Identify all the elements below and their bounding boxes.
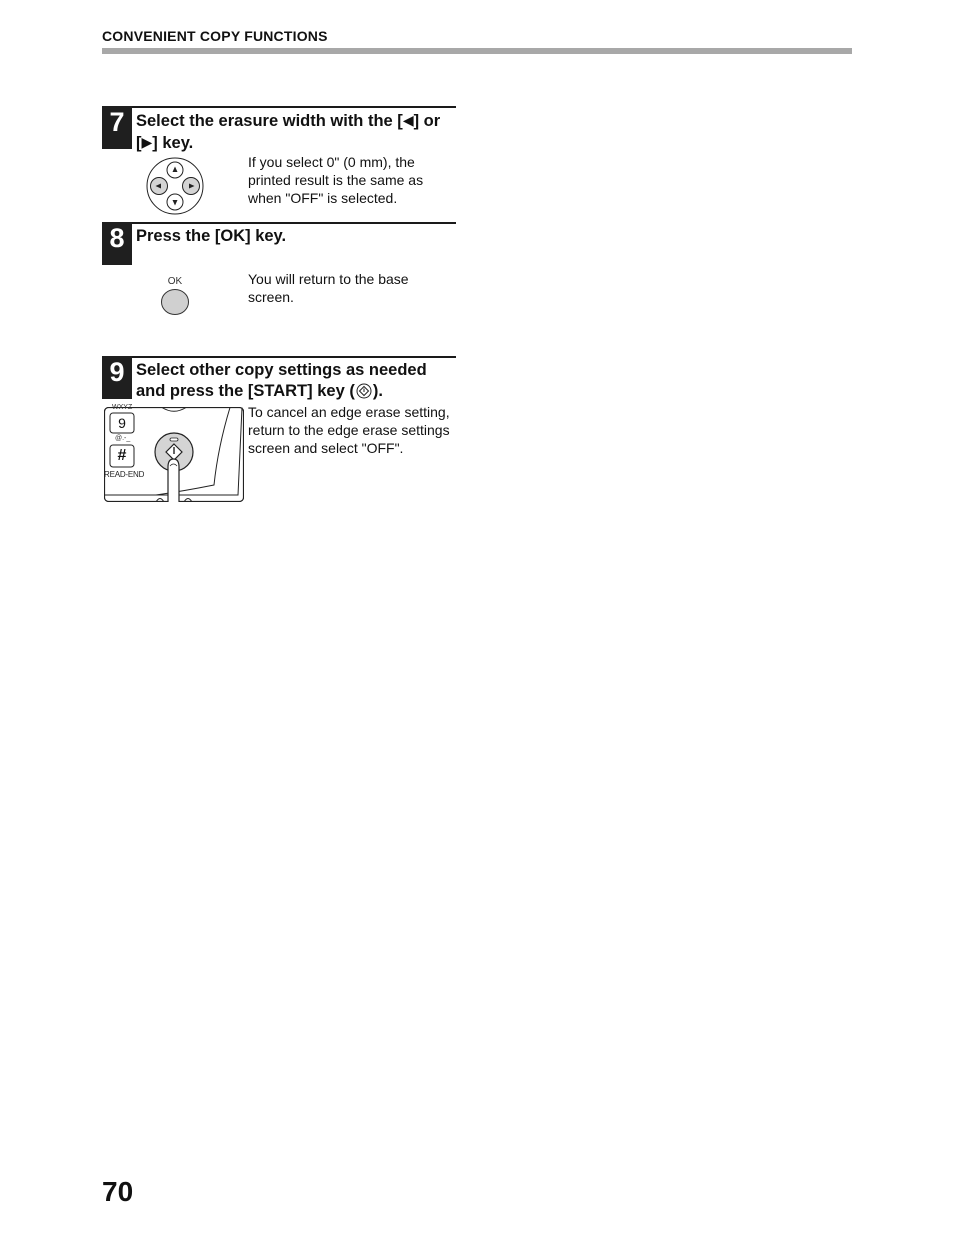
step-description: You will return to the base screen. [248,271,409,305]
title-text: ). [372,381,383,400]
step-number: 9 [102,356,132,399]
step-number: 8 [102,222,132,265]
title-text: ] key. [152,133,194,152]
keypad-start-illustration [104,404,244,502]
header-rule [102,48,852,54]
keypad-label-read-end: READ-END [104,470,145,479]
pressing-finger [168,459,179,502]
step-title: Press the [OK] key. [136,227,287,245]
step-divider [102,222,456,224]
title-text: Select the erasure width with the [ [136,112,403,130]
step-9 [102,356,456,506]
keypad-label-symbols: @.-_ [115,435,131,442]
start-key-icon [356,383,372,399]
step-divider [102,106,456,108]
ok-key-label: OK [167,276,183,287]
up-arrow-key [167,162,183,178]
title-text: Select other copy settings as needed and press the [START] key ( [136,361,427,400]
step-description: If you select 0" (0 mm), the printed result is the same as when "OFF" is selected. [248,154,424,206]
left-arrow-key-symbol: ◀ [402,112,414,128]
right-arrow-key-symbol: ▶ [141,133,153,150]
section-header: CONVENIENT COPY FUNCTIONS [102,28,328,44]
step-8 [102,222,456,332]
keypad-key-hash: # [117,447,127,464]
step-number: 7 [102,106,132,149]
step-title [136,110,454,153]
left-arrow-key [151,178,168,195]
ok-key-icon [160,288,190,316]
down-arrow-key [167,194,183,210]
arrow-keys-illustration [146,156,204,216]
step-description: To cancel an edge erase setting, return to the edge erase settings screen and select "OFF". [248,404,450,456]
step-7 [102,106,456,218]
keypad-key-9: 9 [118,415,126,431]
title-text: ] or [ [136,112,441,152]
step-title [136,360,454,401]
page-number: 70 [102,1176,134,1207]
right-arrow-key [183,178,200,195]
keypad-label-wxyz: WXYZ [112,404,133,411]
step-divider [102,356,456,358]
